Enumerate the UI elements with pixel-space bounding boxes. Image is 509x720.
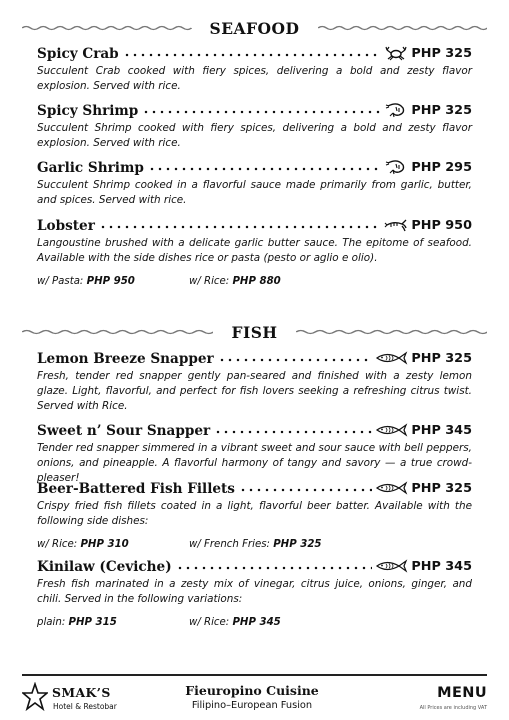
item-options	[37, 616, 472, 630]
fish-icon	[375, 350, 408, 366]
item-options	[37, 538, 472, 552]
star-icon	[22, 682, 48, 712]
dot-leader	[214, 428, 372, 436]
section-header-seafood	[22, 17, 487, 39]
dot-leader	[123, 51, 382, 59]
menu-label: MENU	[437, 685, 487, 701]
menu-item-lemon-breeze-snapper	[37, 348, 472, 414]
menu-item-kinilaw	[37, 556, 472, 630]
option-rice: w/ Rice: PHP 880	[189, 276, 281, 287]
item-name: Spicy Shrimp	[37, 103, 139, 119]
option-rice: w/ Rice: PHP 345	[189, 617, 281, 628]
cuisine-subtitle: Filipino–European Fusion	[191, 700, 313, 711]
item-price: PHP 345	[411, 559, 472, 574]
item-price: PHP 295	[411, 160, 472, 175]
item-description: Crispy fried fish fillets coated in a light, flavorful beer batter. Available with the following side dishes:	[37, 500, 472, 527]
fish-icon	[375, 480, 408, 496]
item-price: PHP 345	[411, 423, 472, 438]
fish-icon	[375, 422, 408, 438]
vat-note: All Prices are including VAT	[419, 705, 487, 711]
menu-item-lobster	[37, 215, 472, 289]
menu-item-spicy-crab	[37, 43, 472, 94]
item-price: PHP 950	[411, 218, 472, 233]
crab-icon	[384, 45, 408, 61]
brand-logo	[22, 682, 132, 718]
footer-divider	[22, 674, 487, 676]
wavy-divider-left	[22, 329, 213, 335]
item-name: Sweet n’ Sour Snapper	[37, 423, 211, 439]
item-description: Tender red snapper simmered in a vibrant sweet and sour sauce with bell peppers, onions, and pineapple. A flavorful harmony of tangy and savory — a true crowd-pleaser!	[37, 442, 472, 484]
item-options	[37, 275, 472, 289]
option-pasta: w/ Pasta: PHP 950	[37, 276, 135, 287]
item-name: Garlic Shrimp	[37, 160, 144, 176]
lobster-icon	[384, 217, 408, 233]
menu-item-sweet-sour-snapper	[37, 420, 472, 486]
item-price: PHP 325	[411, 351, 472, 366]
dot-leader	[239, 486, 372, 494]
shrimp-icon	[384, 159, 408, 175]
brand-subtitle: Hotel & Restobar	[53, 702, 117, 711]
dot-leader	[142, 108, 381, 116]
item-name: Spicy Crab	[37, 46, 119, 62]
cuisine-title: Fieuropino Cuisine	[185, 683, 319, 698]
item-description: Succulent Shrimp cooked in a flavorful sauce made primarily from garlic, butter, and spices. Served with rice.	[37, 179, 472, 206]
menu-item-spicy-shrimp	[37, 100, 472, 151]
item-description: Succulent Crab cooked with fiery spices, delivering a bold and zesty flavor explosion. Served with rice.	[37, 65, 472, 92]
item-price: PHP 325	[411, 103, 472, 118]
item-description: Langoustine brushed with a delicate garlic butter sauce. The epitome of seafood. Available with the side dishes rice or pasta (pesto or aglio e olio).	[37, 237, 472, 264]
item-name: Kinilaw (Ceviche)	[37, 559, 172, 575]
option-plain: plain: PHP 315	[37, 617, 117, 628]
item-name: Beer-Battered Fish Fillets	[37, 481, 235, 497]
section-header-fish	[22, 321, 487, 343]
menu-item-beer-battered-fish-fillets	[37, 478, 472, 552]
item-description: Succulent Shrimp cooked with fiery spices, delivering a bold and zesty flavor explosion. Served with rice.	[37, 122, 472, 149]
item-description: Fresh fish marinated in a zesty mix of vinegar, citrus juice, onions, ginger, and chili. Served in the following variations:	[37, 578, 472, 605]
item-name: Lemon Breeze Snapper	[37, 351, 214, 367]
wavy-divider-right	[296, 329, 487, 335]
section-title: SEAFOOD	[209, 18, 300, 38]
option-rice: w/ Rice: PHP 310	[37, 539, 129, 550]
section-title: FISH	[231, 322, 278, 342]
item-price: PHP 325	[411, 481, 472, 496]
wavy-divider-right	[318, 25, 488, 31]
dot-leader	[99, 223, 381, 231]
shrimp-icon	[384, 102, 408, 118]
dot-leader	[218, 356, 373, 364]
item-description: Fresh, tender red snapper gently pan-seared and finished with a zesty lemon glaze. Light, flavorful, and perfect for fish lovers seeking a refreshing citrus twist. Served with Rice.	[37, 370, 472, 412]
item-price: PHP 325	[411, 46, 472, 61]
item-name: Lobster	[37, 218, 95, 234]
option-french-fries: w/ French Fries: PHP 325	[189, 539, 322, 550]
brand-name: SMAK’S	[52, 685, 111, 700]
dot-leader	[176, 564, 373, 572]
wavy-divider-left	[22, 25, 192, 31]
menu-item-garlic-shrimp	[37, 157, 472, 208]
fish-icon	[375, 558, 408, 574]
dot-leader	[148, 165, 382, 173]
